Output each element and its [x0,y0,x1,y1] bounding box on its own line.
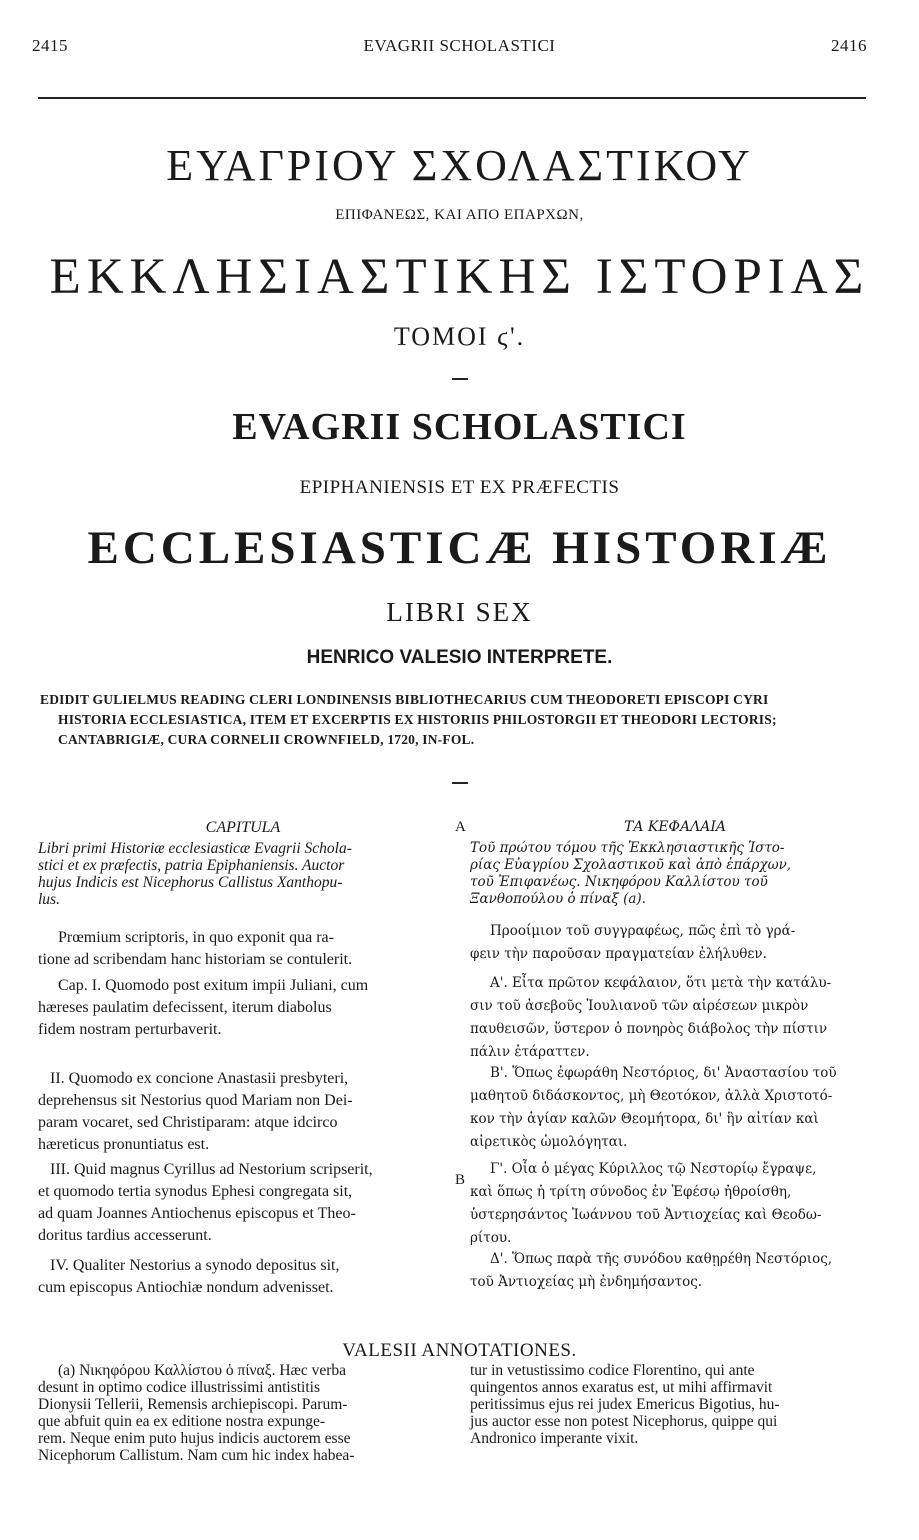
margin-marker-a: A [455,819,466,835]
greek-subtitle: ΕΠΙΦΑΝΕΩΣ, ΚΑΙ ΑΠΟ ΕΠΑΡΧΩΝ, [335,207,584,223]
text-line: Libri primi Historiæ ecclesiasticæ Evagrii Schola- [38,840,352,857]
text-line: μαθητοῦ διδάσκοντος, μὴ Θεοτόκον, ἀλλὰ Χριστοτό- [470,1088,833,1104]
text-line: tione ad scribendam hanc historiam se contulerit. [38,951,353,968]
text-line: Cap. I. Quomodo post exitum impii Juliani, cum [58,977,369,994]
text-line: param vocaret, sed Christiparam: atque idcirco [38,1114,338,1131]
right-page-number: 2416 [831,36,867,55]
text-line: τοῦ Ἐπιφανέως. Νικηφόρου Καλλίστου τοῦ [470,874,768,890]
text-line: III. Quid magnus Cyrillus ad Nestorium scripserit, [50,1161,373,1178]
latin-paragraph [38,1159,448,1247]
text-line: quingentos annos exaratus est, ut mihi affirmavit [470,1379,773,1396]
latin-main-title: ECCLESIASTICÆ HISTORIÆ [87,522,832,574]
text-line: τοῦ Ἀντιοχείας μὴ ἐνδημήσαντος. [470,1274,703,1290]
text-line: Β'. Ὅπως ἐφωράθη Νεστόριος, δι' Ἀναστασίου τοῦ [490,1065,837,1081]
text-line: Τοῦ πρώτου τόμου τῆς Ἐκκλησιαστικῆς Ἱστο- [470,840,785,856]
edition-line: CANTABRIGIÆ, CURA CORNELII CROWNFIELD, 1720, IN-FOL. [58,732,475,747]
text-line: IV. Qualiter Nestorius a synodo depositus sit, [50,1257,340,1274]
text-line: κον τὴν ἁγίαν καλῶν Θεομήτορα, δι' ἣν αἰτίαν καὶ [470,1111,819,1127]
text-line: ρίτου. [470,1230,512,1246]
text-line: αἱρετικὸς ὡμολόγηται. [470,1134,628,1150]
greek-paragraph [470,1062,880,1154]
greek-paragraph [470,1248,880,1294]
interpreter-line: HENRICO VALESIO INTERPRETE. [306,647,613,668]
latin-column-heading: CAPITULA [205,819,281,836]
text-line: Prœmium scriptoris, in quo exponit qua ra- [58,929,334,946]
latin-libri: LIBRI SEX [386,597,533,627]
greek-main-title: ΕΚΚΛΗΣΙΑΣΤΙΚΗΣ ΙΣΤΟΡΙΑΣ [49,249,870,305]
left-page-number: 2415 [32,36,68,55]
text-line: σιν τοῦ ἀσεβοῦς Ἰουλιανοῦ τῶν αἱρέσεων μικρὸν [470,998,809,1014]
text-line: jus auctor esse non potest Nicephorus, quippe qui [470,1413,778,1430]
annotation-left-column [38,1362,458,1464]
text-line: lus. [38,891,60,908]
annotations-heading: VALESII ANNOTATIONES. [342,1340,577,1361]
text-line: πάλιν ἐτάραττεν. [470,1044,590,1060]
running-title: EVAGRII SCHOLASTICI [363,36,556,55]
text-line: II. Quomodo ex concione Anastasii presbyteri, [50,1070,349,1087]
annotation-right-column [470,1362,890,1447]
text-line: Δ'. Ὅπως παρὰ τῆς συνόδου καθῃρέθη Νεστόριος, [490,1251,833,1267]
latin-title: EVAGRII SCHOLASTICI [232,406,687,448]
text-line: Nicephorum Callistum. Nam cum hic index habea- [38,1447,355,1464]
text-line: Προοίμιον τοῦ συγγραφέως, πῶς ἐπὶ τὸ γρά- [490,923,796,939]
text-line: deprehensus sit Nestorius quod Mariam non Dei- [38,1092,353,1109]
text-line: ρίας Εὐαγρίου Σχολαστικοῦ καὶ ἀπὸ ἐπάρχων, [470,857,792,873]
text-line: ὑστερησάντος Ἰωάννου τοῦ Ἀντιοχείας καὶ Θεοδω- [470,1207,822,1223]
greek-column-intro [470,840,880,908]
latin-paragraph [38,927,448,971]
text-line: et quomodo tertia synodus Ephesi congregata sit, [38,1183,353,1200]
text-line: φειν τὴν παροῦσαν πραγματείαν ἐλήλυθεν. [470,946,767,962]
latin-paragraph [38,975,448,1041]
text-line: hæreticus pronuntiatus est. [38,1136,210,1153]
section-divider [452,782,468,784]
greek-paragraph [470,920,880,966]
text-line: (a) Νικηφόρου Καλλίστου ὁ πίναξ. Hæc verba [58,1362,347,1379]
text-line: tur in vetustissimo codice Florentino, qui ante [470,1362,755,1379]
text-line: Andronico imperante vixit. [470,1430,639,1447]
text-line: rem. Neque enim puto hujus indicis auctorem esse [38,1430,351,1447]
latin-paragraph [38,1068,448,1156]
text-line: καὶ ὅπως ἡ τρίτη σύνοδος ἐν Ἐφέσῳ ἠθροίσθη, [470,1184,792,1200]
text-line: Γ'. Οἷα ὁ μέγας Κύριλλος τῷ Νεστορίῳ ἔγραψε, [490,1161,817,1177]
greek-tomoi: ΤΟΜΟΙ ϛ'. [393,322,526,351]
text-line: desunt in optimo codice illustrissimi antistitis [38,1379,321,1396]
title-divider [452,378,468,380]
header-rule [38,97,866,99]
greek-paragraph [470,972,880,1064]
text-line: hujus Indicis est Nicephorus Callistus Xanthopu- [38,874,343,891]
greek-column-heading: ΤΑ ΚΕΦΑΛΑΙΑ [623,819,727,835]
edition-line: EDIDIT GULIELMUS READING CLERI LONDINENSIS BIBLIOTHECARIUS CUM THEODORETI EPISCOPI CYRI [40,692,769,707]
greek-paragraph [470,1158,880,1250]
text-line: ad quam Joannes Antiochenus episcopus et Theo- [38,1205,356,1222]
text-line: παυθεισῶν, ὕστερον ὁ πονηρὸς διάβολος τὴν πίστιν [470,1021,828,1037]
text-line: hæreses paulatim defecissent, iterum diabolus [38,999,332,1016]
edition-line: HISTORIA ECCLESIASTICA, ITEM ET EXCERPTIS EX HISTORIIS PHILOSTORGII ET THEODORI LECTORIS; [58,712,777,727]
text-line: doritus tardius accesserunt. [38,1227,212,1244]
latin-column-intro [38,840,448,908]
latin-subtitle: EPIPHANIENSIS ET EX PRÆFECTIS [299,477,620,498]
text-line: Dionysii Tellerii, Remensis archiepiscopi. Parum- [38,1396,348,1413]
text-line: que abfuit quin ea ex editione nostra expunge- [38,1413,326,1430]
latin-paragraph [38,1255,448,1299]
edition-note [40,690,890,750]
text-line: cum episcopus Antiochiæ nondum advenisset. [38,1279,334,1296]
margin-marker-b: B [455,1172,466,1188]
text-line: fidem nostram perturbaverit. [38,1021,222,1038]
text-line: peritissimus ejus rei judex Emericus Bigotius, hu- [470,1396,780,1413]
text-line: stici et ex præfectis, patria Epiphaniensis. Auctor [38,857,345,874]
text-line: Ξανθοπούλου ὁ πίναξ (a). [470,891,646,907]
text-line: Α'. Εἶτα πρῶτον κεφάλαιον, ὅτι μετὰ τὴν κατάλυ- [490,975,832,991]
greek-title: ΕΥΑΓΡΙΟΥ ΣΧΟΛΑΣΤΙΚΟΥ [166,141,753,190]
